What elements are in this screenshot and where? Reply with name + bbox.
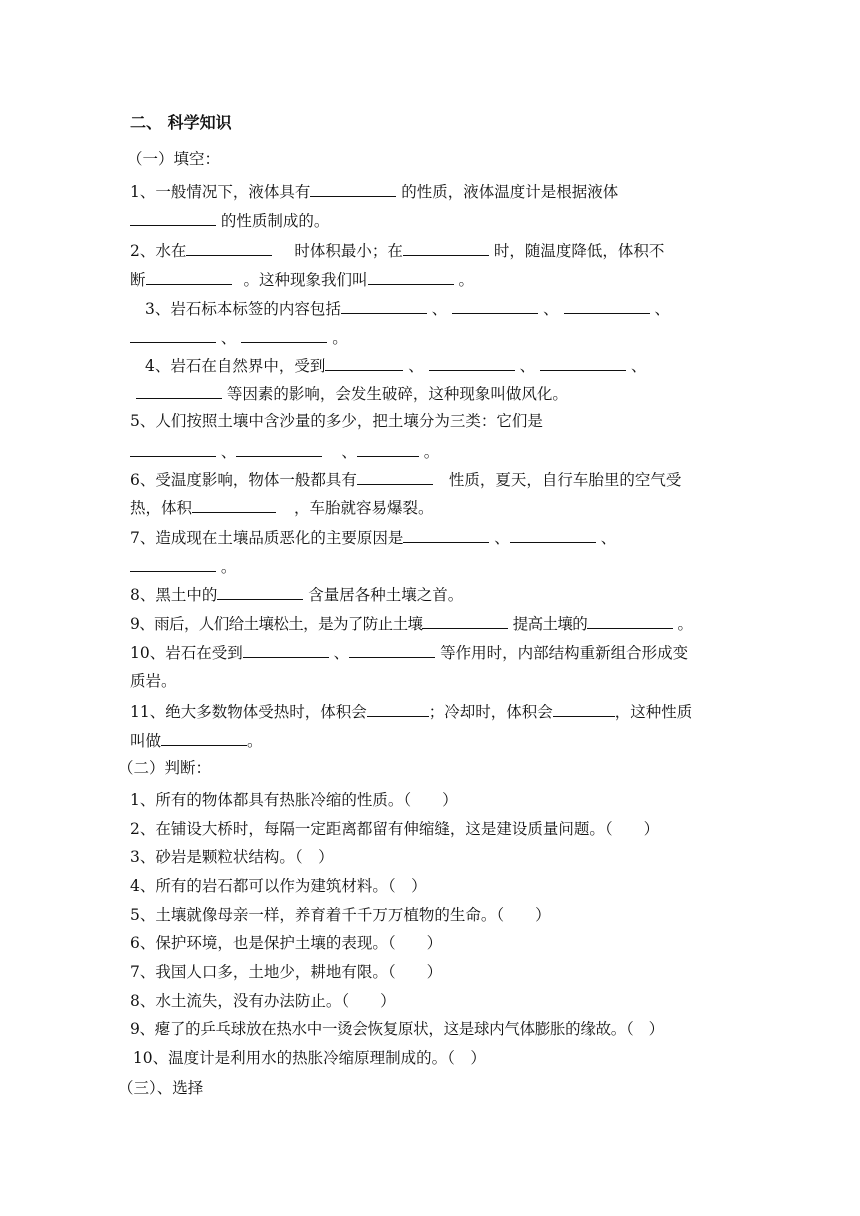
answer-blank (341, 298, 427, 314)
answer-blank (161, 730, 247, 746)
judge-item-3: 3、砂岩是颗粒状结构。（ ） (130, 848, 334, 866)
fill-question-5-cont: 、 、 。 (130, 441, 439, 462)
answer-blank (403, 240, 489, 256)
answer-blank (564, 298, 650, 314)
answer-blank (422, 613, 508, 629)
fill-question-1-cont: 的性质制成的。 (130, 210, 329, 231)
fill-question-4: 4、岩石在自然界中，受到 、 、 、 (145, 357, 647, 375)
fill-heading: （一）填空： (127, 150, 221, 168)
answer-blank (368, 269, 454, 285)
fill-question-2-cont: 断 。这种现象我们叫 。 (130, 271, 474, 289)
fill-question-5: 5、人们按照土壤中含沙量的多少，把土壤分为三类：它们是 (130, 412, 543, 430)
fill-question-7-cont: 。 (130, 556, 236, 577)
fill-question-11-cont: 叫做 。 (130, 732, 263, 750)
section-title: 二、 科学知识 (130, 113, 232, 132)
fill-question-3: 3、岩石标本标签的内容包括 、 、 、 (145, 300, 671, 318)
answer-blank (553, 701, 615, 717)
fill-question-2: 2、水在 时体积最小；在 时，随温度降低，体积不 (130, 242, 665, 260)
fill-question-10-cont: 质岩。 (130, 672, 177, 690)
answer-blank (540, 355, 626, 371)
answer-blank (452, 298, 538, 314)
judge-item-6: 6、保护环境，也是保护土壤的表现。（ ） (130, 934, 443, 952)
answer-blank (587, 613, 673, 629)
judge-item-2: 2、在铺设大桥时，每隔一定距离都留有伸缩缝，这是建设质量问题。（ ） (130, 820, 660, 838)
answer-blank (186, 240, 272, 256)
fill-question-9: 9、雨后，人们给土壤松土，是为了防止土壤 提高土壤的 。 (130, 615, 693, 633)
answer-blank (357, 441, 419, 457)
answer-blank (130, 327, 216, 343)
fill-question-1: 1、一般情况下，液体具有 的性质，液体温度计是根据液体 (130, 183, 619, 201)
answer-blank (130, 556, 216, 572)
answer-blank (236, 441, 322, 457)
answer-blank (429, 355, 515, 371)
fill-question-7: 7、造成现在土壤品质恶化的主要原因是 、 、 (130, 529, 617, 547)
choice-heading: （三）、选择 (118, 1079, 204, 1097)
judge-item-8: 8、水土流失，没有办法防止。（ ） (130, 992, 396, 1010)
fill-question-6-cont: 热，体积 ，车胎就容易爆裂。 (130, 499, 434, 517)
answer-blank (310, 181, 396, 197)
judge-item-10: 10、温度计是利用水的热胀冷缩原理制成的。（ ） (128, 1049, 486, 1067)
answer-blank (217, 584, 303, 600)
answer-blank (243, 642, 329, 658)
answer-blank (357, 469, 433, 485)
judge-item-7: 7、我国人口多，土地少，耕地有限。（ ） (130, 963, 443, 981)
judge-item-5: 5、土壤就像母亲一样，养育着千千万万植物的生命。（ ） (130, 906, 551, 924)
judge-heading: （二）判断： (118, 759, 212, 777)
fill-question-3-cont: 、 。 (130, 327, 348, 348)
answer-blank (349, 642, 435, 658)
judge-item-1: 1、所有的物体都具有热胀冷缩的性质。（ ） (130, 791, 458, 809)
answer-blank (241, 327, 327, 343)
answer-blank (325, 355, 403, 371)
judge-item-4: 4、所有的岩石都可以作为建筑材料。（ ） (130, 877, 427, 895)
answer-blank (146, 269, 232, 285)
answer-blank (130, 210, 216, 226)
answer-blank (403, 527, 489, 543)
answer-blank (192, 497, 276, 513)
answer-blank (367, 701, 429, 717)
fill-question-8: 8、黑土中的 含量居各种土壤之首。 (130, 586, 464, 604)
judge-item-9: 9、瘪了的乒乓球放在热水中一烫会恢复原状，这是球内气体膨胀的缘故。（ ） (130, 1020, 664, 1038)
answer-blank (136, 383, 222, 399)
fill-question-11: 11、绝大多数物体受热时，体积会 ；冷却时，体积会 ，这种性质 (130, 703, 693, 721)
answer-blank (130, 441, 216, 457)
answer-blank (510, 527, 596, 543)
fill-question-10: 10、岩石在受到 、 等作用时，内部结构重新组合形成变 (130, 644, 689, 662)
fill-question-4-cont: 等因素的影响，会发生破碎，这种现象叫做风化。 (136, 383, 568, 404)
fill-question-6: 6、受温度影响，物体一般都具有 性质，夏天，自行车胎里的空气受 (130, 471, 682, 489)
